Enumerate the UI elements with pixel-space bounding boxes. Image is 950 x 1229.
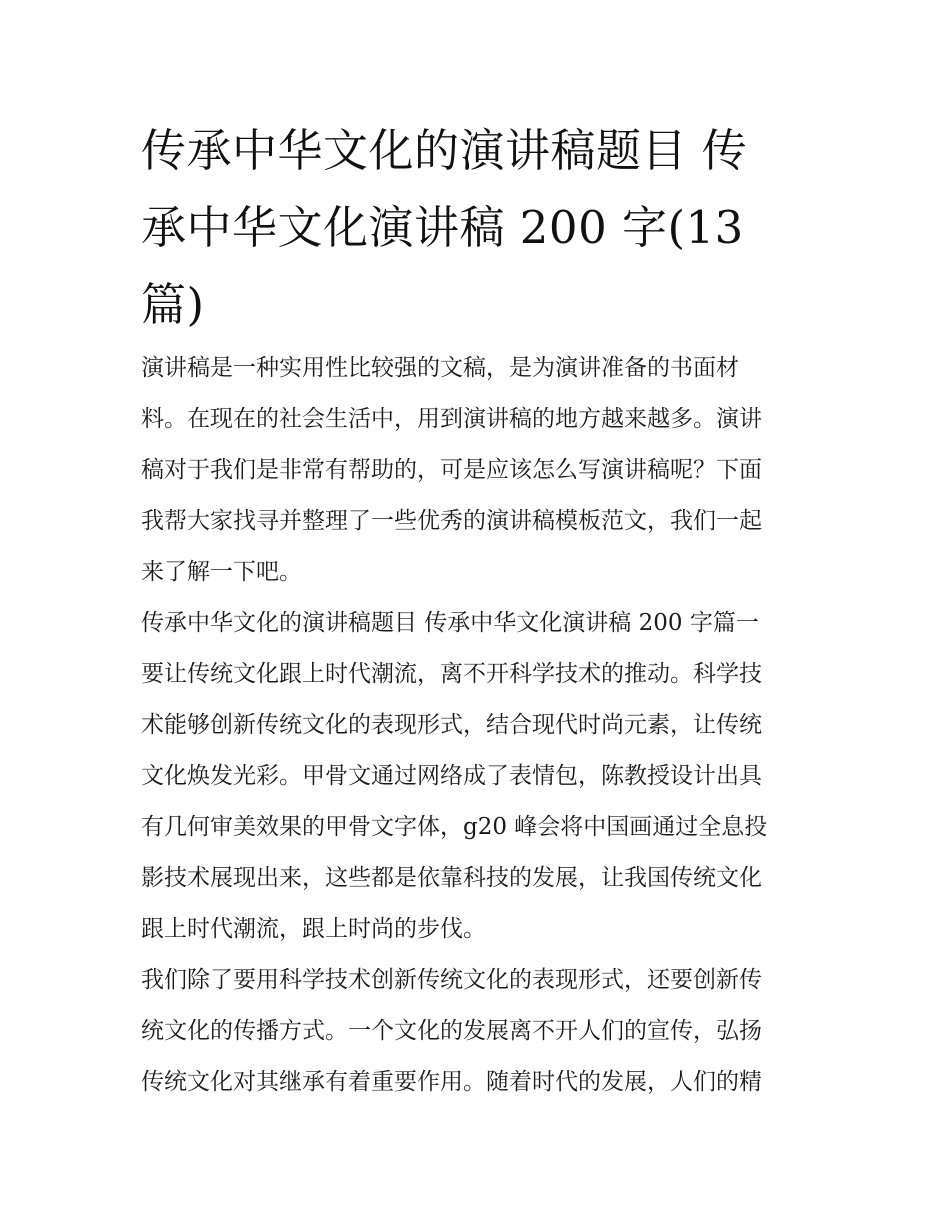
text-line: 稿对于我们是非常有帮助的，可是应该怎么写演讲稿呢？下面 bbox=[141, 457, 762, 483]
text-line: 统文化的传播方式。一个文化的发展离不开人们的宣传，弘扬 bbox=[141, 1018, 762, 1044]
intro-paragraph bbox=[141, 343, 813, 598]
text-line: 文化焕发光彩。甲骨文通过网络成了表情包，陈教授设计出具 bbox=[141, 763, 762, 789]
text-line: 影技术展现出来，这些都是依靠科技的发展，让我国传统文化 bbox=[141, 865, 762, 891]
text-line: 术能够创新传统文化的表现形式，结合现代时尚元素，让传统 bbox=[141, 712, 762, 738]
text-line: 我帮大家找寻并整理了一些优秀的演讲稿模板范文，我们一起 bbox=[141, 508, 762, 534]
text-line: 有几何审美效果的甲骨文字体，g20 峰会将中国画通过全息投 bbox=[141, 814, 768, 840]
body-paragraph-2 bbox=[141, 955, 813, 1108]
title-line: 篇) bbox=[141, 278, 205, 331]
body-paragraph-1 bbox=[141, 649, 813, 955]
text-line: 演讲稿是一种实用性比较强的文稿，是为演讲准备的书面材 bbox=[141, 355, 739, 381]
title-line: 传承中华文化的演讲稿题目 传 bbox=[141, 124, 748, 177]
text-line: 来了解一下吧。 bbox=[141, 559, 302, 585]
text-line: 料。在现在的社会生活中，用到演讲稿的地方越来越多。演讲 bbox=[141, 406, 762, 432]
text-line: 跟上时代潮流，跟上时尚的步伐。 bbox=[141, 916, 486, 942]
title-line: 承中华文化演讲稿 200 字(13 bbox=[141, 201, 744, 254]
document-page bbox=[141, 112, 813, 1108]
text-line: 要让传统文化跟上时代潮流，离不开科学技术的推动。科学技 bbox=[141, 661, 762, 687]
section-heading bbox=[141, 598, 813, 649]
text-line: 传统文化对其继承有着重要作用。随着时代的发展，人们的精 bbox=[141, 1069, 762, 1095]
section-heading-text: 传承中华文化的演讲稿题目 传承中华文化演讲稿 200 字篇一 bbox=[141, 610, 759, 636]
document-title bbox=[141, 112, 813, 343]
text-line: 我们除了要用科学技术创新传统文化的表现形式，还要创新传 bbox=[141, 967, 762, 993]
